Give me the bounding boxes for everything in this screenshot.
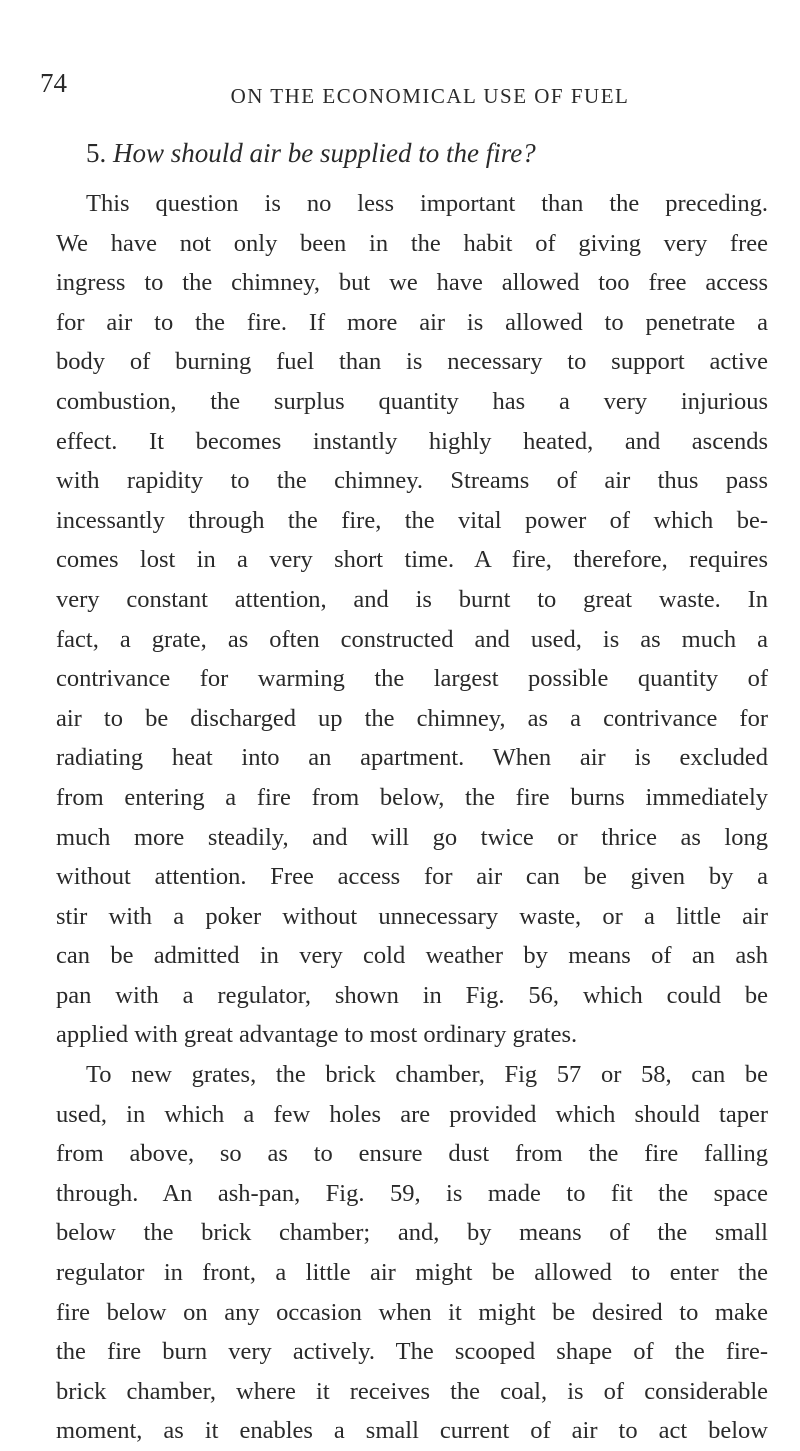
text-line: brick chamber, where it receives the coal, is of considerable [56,1377,768,1405]
text-line: can be admitted in very cold weather by means of an ash [56,942,768,970]
text-line: pan with a regulator, shown in Fig. 56, which could be [56,981,768,1009]
page-number: 74 [40,68,67,98]
text-line: for air to the fire. If more air is allowed to penetrate a [56,308,768,336]
text-line: moment, as it enables a small current of air to act below [56,1417,768,1445]
section-number: 5. [86,138,107,168]
section-heading [86,138,536,168]
text-line: regulator in front, a little air might be allowed to enter the [56,1259,768,1287]
text-line: from entering a fire from below, the fire burns immediately [56,783,768,811]
section-title: How should air be supplied to the fire? [113,138,536,168]
text-line: much more steadily, and will go twice or thrice as long [56,823,768,851]
text-line: To new grates, the brick chamber, Fig 57 or 58, can be [86,1061,768,1089]
text-line: effect. It becomes instantly highly heated, and ascends [56,427,768,455]
text-line: through. An ash-pan, Fig. 59, is made to fit the space [56,1179,768,1207]
text-line: air to be discharged up the chimney, as a contrivance for [56,704,768,732]
text-line: with rapidity to the chimney. Streams of air thus pass [56,467,768,495]
text-line: body of burning fuel than is necessary to support active [56,348,768,376]
text-line: combustion, the surplus quantity has a very injurious [56,387,768,415]
text-line: stir with a poker without unnecessary waste, or a little air [56,902,768,930]
text-line: comes lost in a very short time. A fire, therefore, requires [56,546,768,574]
text-line: This question is no less important than the preceding. [86,190,768,217]
text-line: radiating heat into an apartment. When air is excluded [56,744,768,772]
body-text [56,184,768,1451]
text-line: from above, so as to ensure dust from the fire falling [56,1140,768,1168]
text-line: ingress to the chimney, but we have allowed too free access [56,269,768,297]
text-line: applied with great advantage to most ordinary grates. [56,1021,578,1049]
text-line: fire below on any occasion when it might be desired to make [56,1298,768,1326]
text-line: without attention. Free access for air can be given by a [56,863,768,891]
text-line: below the brick chamber; and, by means of the small [56,1219,768,1247]
text-line: contrivance for warming the largest possible quantity of [56,665,768,693]
text-line: the fire burn very actively. The scooped shape of the fire- [56,1338,768,1366]
text-line: fact, a grate, as often constructed and used, is as much a [56,625,768,653]
running-head: ON THE ECONOMICAL USE OF FUEL [230,84,630,108]
text-line: incessantly through the fire, the vital power of which be- [56,506,768,534]
text-line: used, in which a few holes are provided which should taper [56,1100,768,1128]
text-line: We have not only been in the habit of giving very free [56,229,768,257]
text-line: very constant attention, and is burnt to great waste. In [56,585,768,613]
